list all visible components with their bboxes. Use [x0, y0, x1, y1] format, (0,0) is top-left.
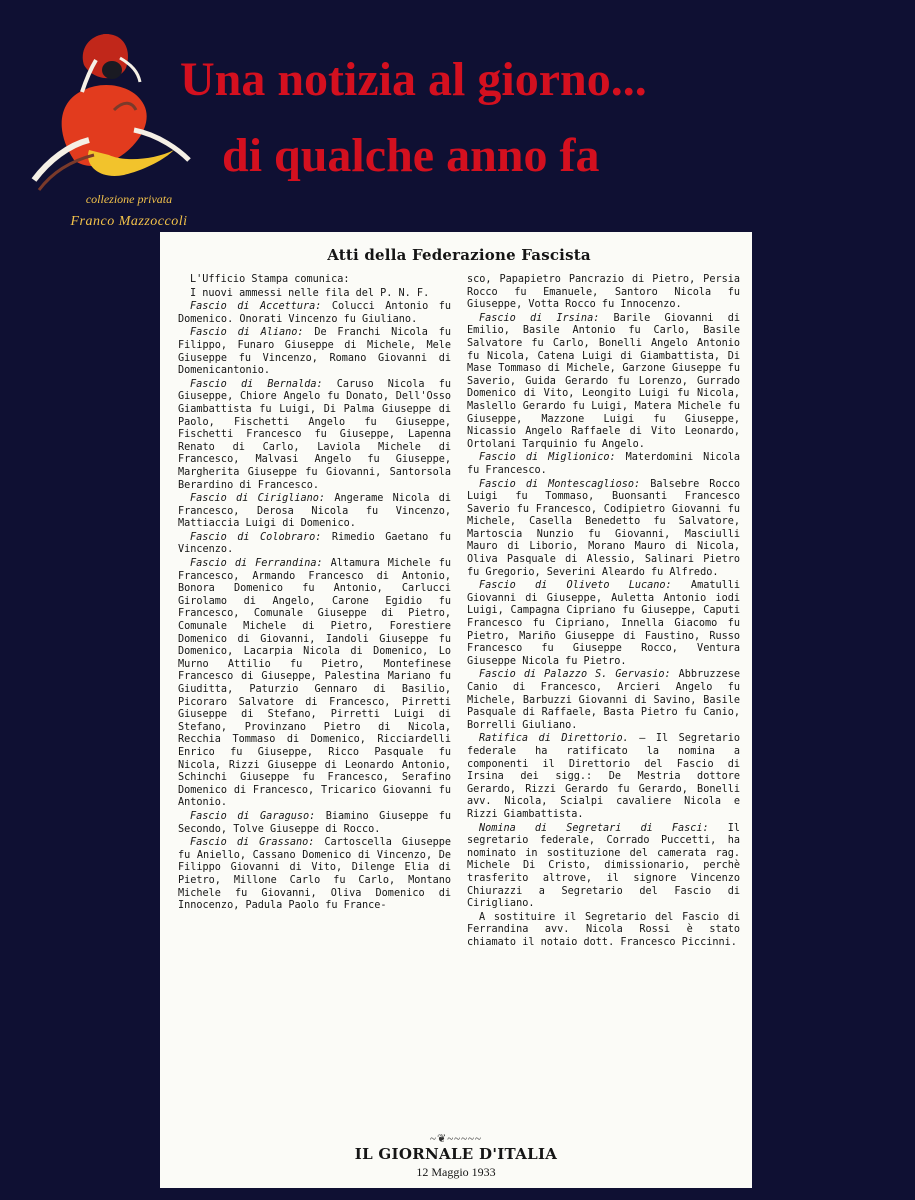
newspaper-masthead	[160, 1132, 752, 1180]
collection-logo	[14, 10, 194, 229]
entry-place: Ratifica di Direttorio.	[479, 733, 629, 745]
collection-label: collezione privata	[85, 192, 173, 206]
entry-place: Fascio di Cirigliano:	[190, 493, 326, 505]
entry-place: Fascio di Ferrandina:	[190, 558, 323, 570]
entry-place: Fascio di Irsina:	[479, 312, 600, 324]
entry-place: Fascio di Palazzo S. Gervasio:	[479, 669, 671, 681]
entry-place: Fascio di Garaguso:	[190, 810, 316, 822]
right-column	[467, 274, 740, 950]
entry-text: Cartoscella Giuseppe fu Aniello, Cassano Domenico di Vincenzo, De Filippo Giovanni di Vito, Dilenge Elia di Pietro, Millone Carlo fu Carlo, Montano Michele fu Giovanni, Oliva Domenico di Innocenzo, Padula Paolo fu France-	[178, 837, 451, 912]
entry-place: Fascio di Grassano:	[190, 837, 315, 849]
entry-text: Amatulli Giovanni di Giuseppe, Auletta Antonio iodi Luigi, Campagna Cipriano fu Giuseppe, Caputi Francesco fu Cipriano, Innella Giacomo fu Pietro, Mariño Giuseppe di Faustino, Russo Francesco fu Giuseppe Rocco, Ventura Giuseppe Nicola fu Pietro.	[467, 580, 741, 667]
ornament-icon: ~❦~~~~~	[430, 1133, 482, 1145]
collector-name: Franco Mazzoccoli	[70, 214, 188, 229]
entry-text: Balsebre Rocco Luigi fu Tommaso, Buonsanti Francesco Saverio fu Francesco, Codipietro Giovanni fu Michele, Casella Benedetto fu Salvatore, Martoscia Nunzio fu Giovanni, Masciulli Mauro di Liborio, Morano Mauro di Nicola, Oliva Pasquale di Alessio, Salinari Pietro fu Gregorio, Severini Aleardo fu Alfredo.	[467, 478, 740, 578]
left-entries	[178, 301, 451, 913]
entry-place: Fascio di Oliveto Lucano:	[479, 580, 672, 592]
entry-paragraph	[178, 811, 451, 836]
entry-text: Abbruzzese Canio di Francesco, Arcieri Angelo fu Michele, Barbuzzi Giovanni di Savino, Basile Pasquale di Raffaele, Basta Pietro fu Canio, Borrelli Giuliano.	[467, 669, 740, 731]
publication-date: 12 Maggio 1933	[416, 1165, 496, 1179]
entry-paragraph	[467, 580, 740, 668]
entry-place: Fascio di Accettura:	[190, 301, 322, 313]
closing-paragraph: A sostituire il Segretario del Fascio di Ferrandina avv. Nicola Rossi è stato chiamato il notaio dott. Francesco Piccinni.	[467, 911, 740, 948]
newspaper-name: IL GIORNALE D'ITALIA	[354, 1145, 558, 1163]
entry-paragraph	[178, 327, 451, 377]
entry-paragraph	[467, 669, 740, 732]
right-entries	[467, 313, 740, 911]
entry-place: Nomina di Segretari di Fasci:	[479, 822, 709, 834]
clipping-title: Atti della Federazione Fascista	[327, 246, 591, 264]
entry-paragraph	[178, 493, 451, 531]
headline-line-2: di qualche anno fa	[222, 129, 600, 182]
entry-text: Materdomini Nicola fu Francesco.	[467, 452, 740, 476]
entry-paragraph	[178, 301, 451, 326]
entry-place: Fascio di Colobraro:	[190, 531, 322, 543]
intro-line-1: L'Ufficio Stampa comunica:	[190, 274, 350, 285]
headline-line-1: Una notizia al giorno...	[180, 53, 647, 106]
entry-paragraph	[467, 313, 740, 452]
entry-text: Il segretario federale, Corrado Puccetti, ha nominato in sostituzione del camerata rag. Michele Di Cristo, dimissionario, perchè trasferito altrove, il signore Vincenzo Chiurazzi a Segretario del Fascio di Cirigliano.	[467, 822, 741, 910]
entry-paragraph	[178, 379, 451, 492]
left-column	[178, 274, 451, 950]
entry-text: Barile Giovanni di Emilio, Basile Antonio fu Carlo, Basile Salvatore fu Carlo, Bonelli Angelo Antonio fu Nicola, Catena Luigi di Giambattista, Di Mase Tommaso di Michele, Garzone Giuseppe fu Saverio, Guida Gerardo fu Lorenzo, Gurrado Domenico di Vito, Leongito Luigi fu Nicola, Maslello Gerardo fu Luigi, Matera Michele fu Giuseppe, Mazzone Luigi fu Giuseppe, Nicassio Angelo Raffaele di Vito Leonardo, Ortolani Tarquinio fu Angelo.	[467, 312, 740, 450]
entry-text: De Franchi Nicola fu Filippo, Funaro Giuseppe di Michele, Mele Giuseppe fu Vincenzo, Romano Giovanni di Domenicantonio.	[178, 327, 451, 377]
entry-paragraph	[467, 479, 740, 580]
entry-text: Altamura Michele fu Francesco, Armando Francesco di Antonio, Bonora Domenico fu Antonio, Carlucci Girolamo di Angelo, Carone Egidio fu Francesco, Comunale Giuseppe di Pietro, Comunale Michele di Pietro, Forestiere Domenico di Giovanni, Iandoli Giuseppe fu Domenico, Lacarpia Nicola di Domenico, Lo Murno Attilio fu Pietro, Montefinese Francesco di Giuseppe, Palestina Mariano fu Giuditta, Paturzio Gennaro di Basilio, Picoraro Salvatore di Francesco, Pirretti Giuseppe di Stefano, Pirretti Luigi di Stefano, Provinzano Pietro di Nicola, Recchia Tommaso di Domenico, Ricciardelli Enrico fu Giuseppe, Ricco Pasquale fu Nicola, Rizzi Giuseppe di Leonardo Antonio, Schinchi Giuseppe fu Francesco, Serafino Domenico di Francesco, Tricarico Giovanni fu Antonio.	[178, 558, 451, 809]
entry-paragraph	[178, 532, 451, 557]
entry-place: Fascio di Bernalda:	[190, 378, 323, 390]
entry-text: — Il Segretario federale ha ratificato la nomina a componenti il Direttorio del Fascio di Irsina dei sigg.: De Mestria dottore Gerardo, Rizzi Gerardo fu Gerardo, Bonelli avv. Nicola, Scialpi cavaliere Nicola e Rizzi Giambattista.	[467, 733, 740, 820]
entry-text: Biamino Giuseppe fu Secondo, Tolve Giuseppe di Rocco.	[178, 810, 451, 835]
entry-text: Angerame Nicola di Francesco, Derosa Nicola fu Vincenzo, Mattiaccia Luigi di Domenico.	[178, 493, 451, 530]
intro-line-2: I nuovi ammessi nelle fila del P. N. F.	[190, 287, 430, 299]
entry-text: Rimedio Gaetano fu Vincenzo.	[178, 531, 451, 556]
entry-paragraph	[178, 837, 451, 913]
newspaper-clipping	[160, 232, 752, 1188]
entry-text: Caruso Nicola fu Giuseppe, Chiore Angelo fu Donato, Dell'Osso Giambattista fu Luigi, Di Palma Giuseppe di Paolo, Fischetti Angelo fu Giuseppe, Fischetti Francesco fu Giuseppe, Lapenna Renato di Carlo, Laviola Michele di Francesco, Malvasi Angelo fu Giuseppe, Margherita Giuseppe fu Giovanni, Santorsola Berardino di Francesco.	[178, 378, 451, 491]
entry-place: Fascio di Aliano:	[190, 327, 304, 339]
entry-paragraph	[178, 558, 451, 810]
entry-paragraph	[467, 452, 740, 477]
dancer-figure-icon	[14, 10, 194, 200]
continuation-text: sco, Papapietro Pancrazio di Pietro, Persia Rocco fu Emanuele, Santoro Nicola fu Giuseppe, Votta Rocco fu Innocenzo.	[467, 274, 740, 311]
entry-paragraph	[467, 823, 740, 911]
entry-text: Colucci Antonio fu Domenico. Onorati Vincenzo fu Giuliano.	[178, 301, 451, 325]
entry-paragraph	[467, 733, 740, 821]
entry-place: Fascio di Montescaglioso:	[479, 478, 641, 490]
entry-place: Fascio di Miglionico:	[479, 452, 616, 464]
